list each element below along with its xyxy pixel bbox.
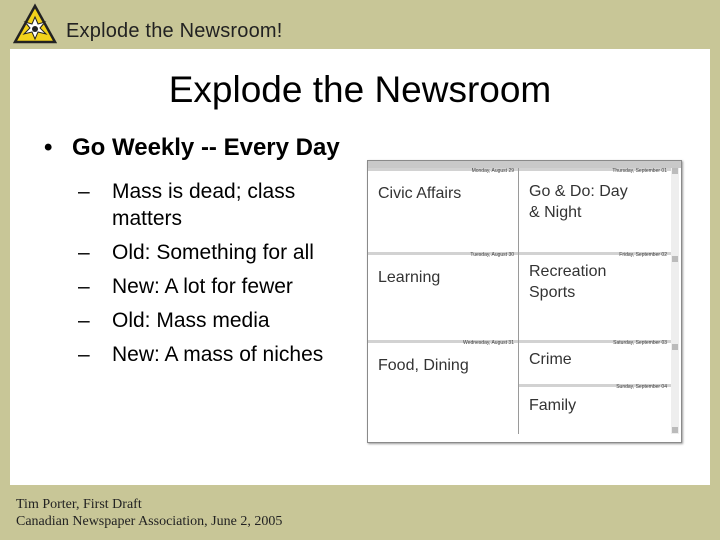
day-cell: [519, 252, 671, 343]
sub-bullet: [78, 178, 364, 232]
main-bullet: [44, 133, 364, 162]
sub-bullet-text: New: A lot for fewer: [112, 275, 293, 298]
scroll-mark: [672, 256, 678, 262]
day-date: Wednesday, August 31: [463, 340, 514, 346]
sub-bullet-text: Old: Something for all: [112, 241, 314, 264]
day-cell: [519, 168, 671, 255]
slide-content: [10, 49, 710, 485]
section-label: Civic Affairs: [378, 185, 462, 202]
sub-bullet: [78, 341, 364, 368]
header-bar: [0, 0, 720, 48]
dash-icon: –: [78, 309, 90, 332]
day-date: Monday, August 29: [471, 168, 514, 174]
bullet-dot-icon: •: [44, 134, 53, 161]
section-label: Family: [529, 397, 577, 414]
scroll-up-arrow-icon[interactable]: [672, 168, 678, 174]
day-date: Saturday, September 03: [613, 340, 667, 346]
main-bullet-text: Go Weekly -- Every Day: [72, 134, 340, 161]
sub-bullet-text: New: A mass of niches: [112, 343, 324, 366]
footer-author: Tim Porter, First Draft: [16, 497, 142, 512]
explosion-logo-icon: [13, 3, 57, 45]
day-date: Tuesday, August 30: [470, 252, 514, 258]
day-cell: [519, 384, 671, 437]
footer-credit: [16, 496, 282, 530]
sub-bullet-list: [44, 178, 364, 368]
weekly-sections-screenshot: [367, 160, 682, 443]
bullet-list: [44, 133, 364, 375]
slide-title: Explode the Newsroom: [168, 69, 552, 110]
day-cell: [368, 340, 518, 437]
dash-icon: –: [78, 180, 90, 203]
section-label: Learning: [378, 269, 441, 286]
sub-bullet-text: Old: Mass media: [112, 309, 270, 332]
day-date: Friday, September 02: [619, 252, 667, 258]
section-label: Recreation Sports: [529, 263, 607, 301]
day-cell: [519, 340, 671, 387]
scroll-mark: [672, 344, 678, 350]
sub-bullet: [78, 273, 364, 300]
screenshot-top-bar: [368, 161, 681, 168]
sub-bullet: [78, 239, 364, 266]
day-date: Sunday, September 04: [616, 384, 667, 390]
section-label: Go & Do: Day & Night: [529, 183, 628, 221]
dash-icon: –: [78, 241, 90, 264]
section-label: Food, Dining: [378, 357, 469, 374]
sub-bullet-text: Mass is dead; class matters: [112, 180, 296, 230]
scroll-down-arrow-icon[interactable]: [672, 427, 678, 433]
sub-bullet: [78, 307, 364, 334]
scrollbar[interactable]: [671, 168, 679, 434]
day-date: Thursday, September 01: [612, 168, 667, 174]
footer-event: Canadian Newspaper Association, June 2, 2005: [16, 514, 283, 529]
day-cell: [368, 168, 518, 255]
day-cell: [368, 252, 518, 343]
dash-icon: –: [78, 275, 90, 298]
header-title: Explode the Newsroom!: [66, 20, 283, 42]
dash-icon: –: [78, 343, 90, 366]
section-label: Crime: [529, 351, 572, 368]
